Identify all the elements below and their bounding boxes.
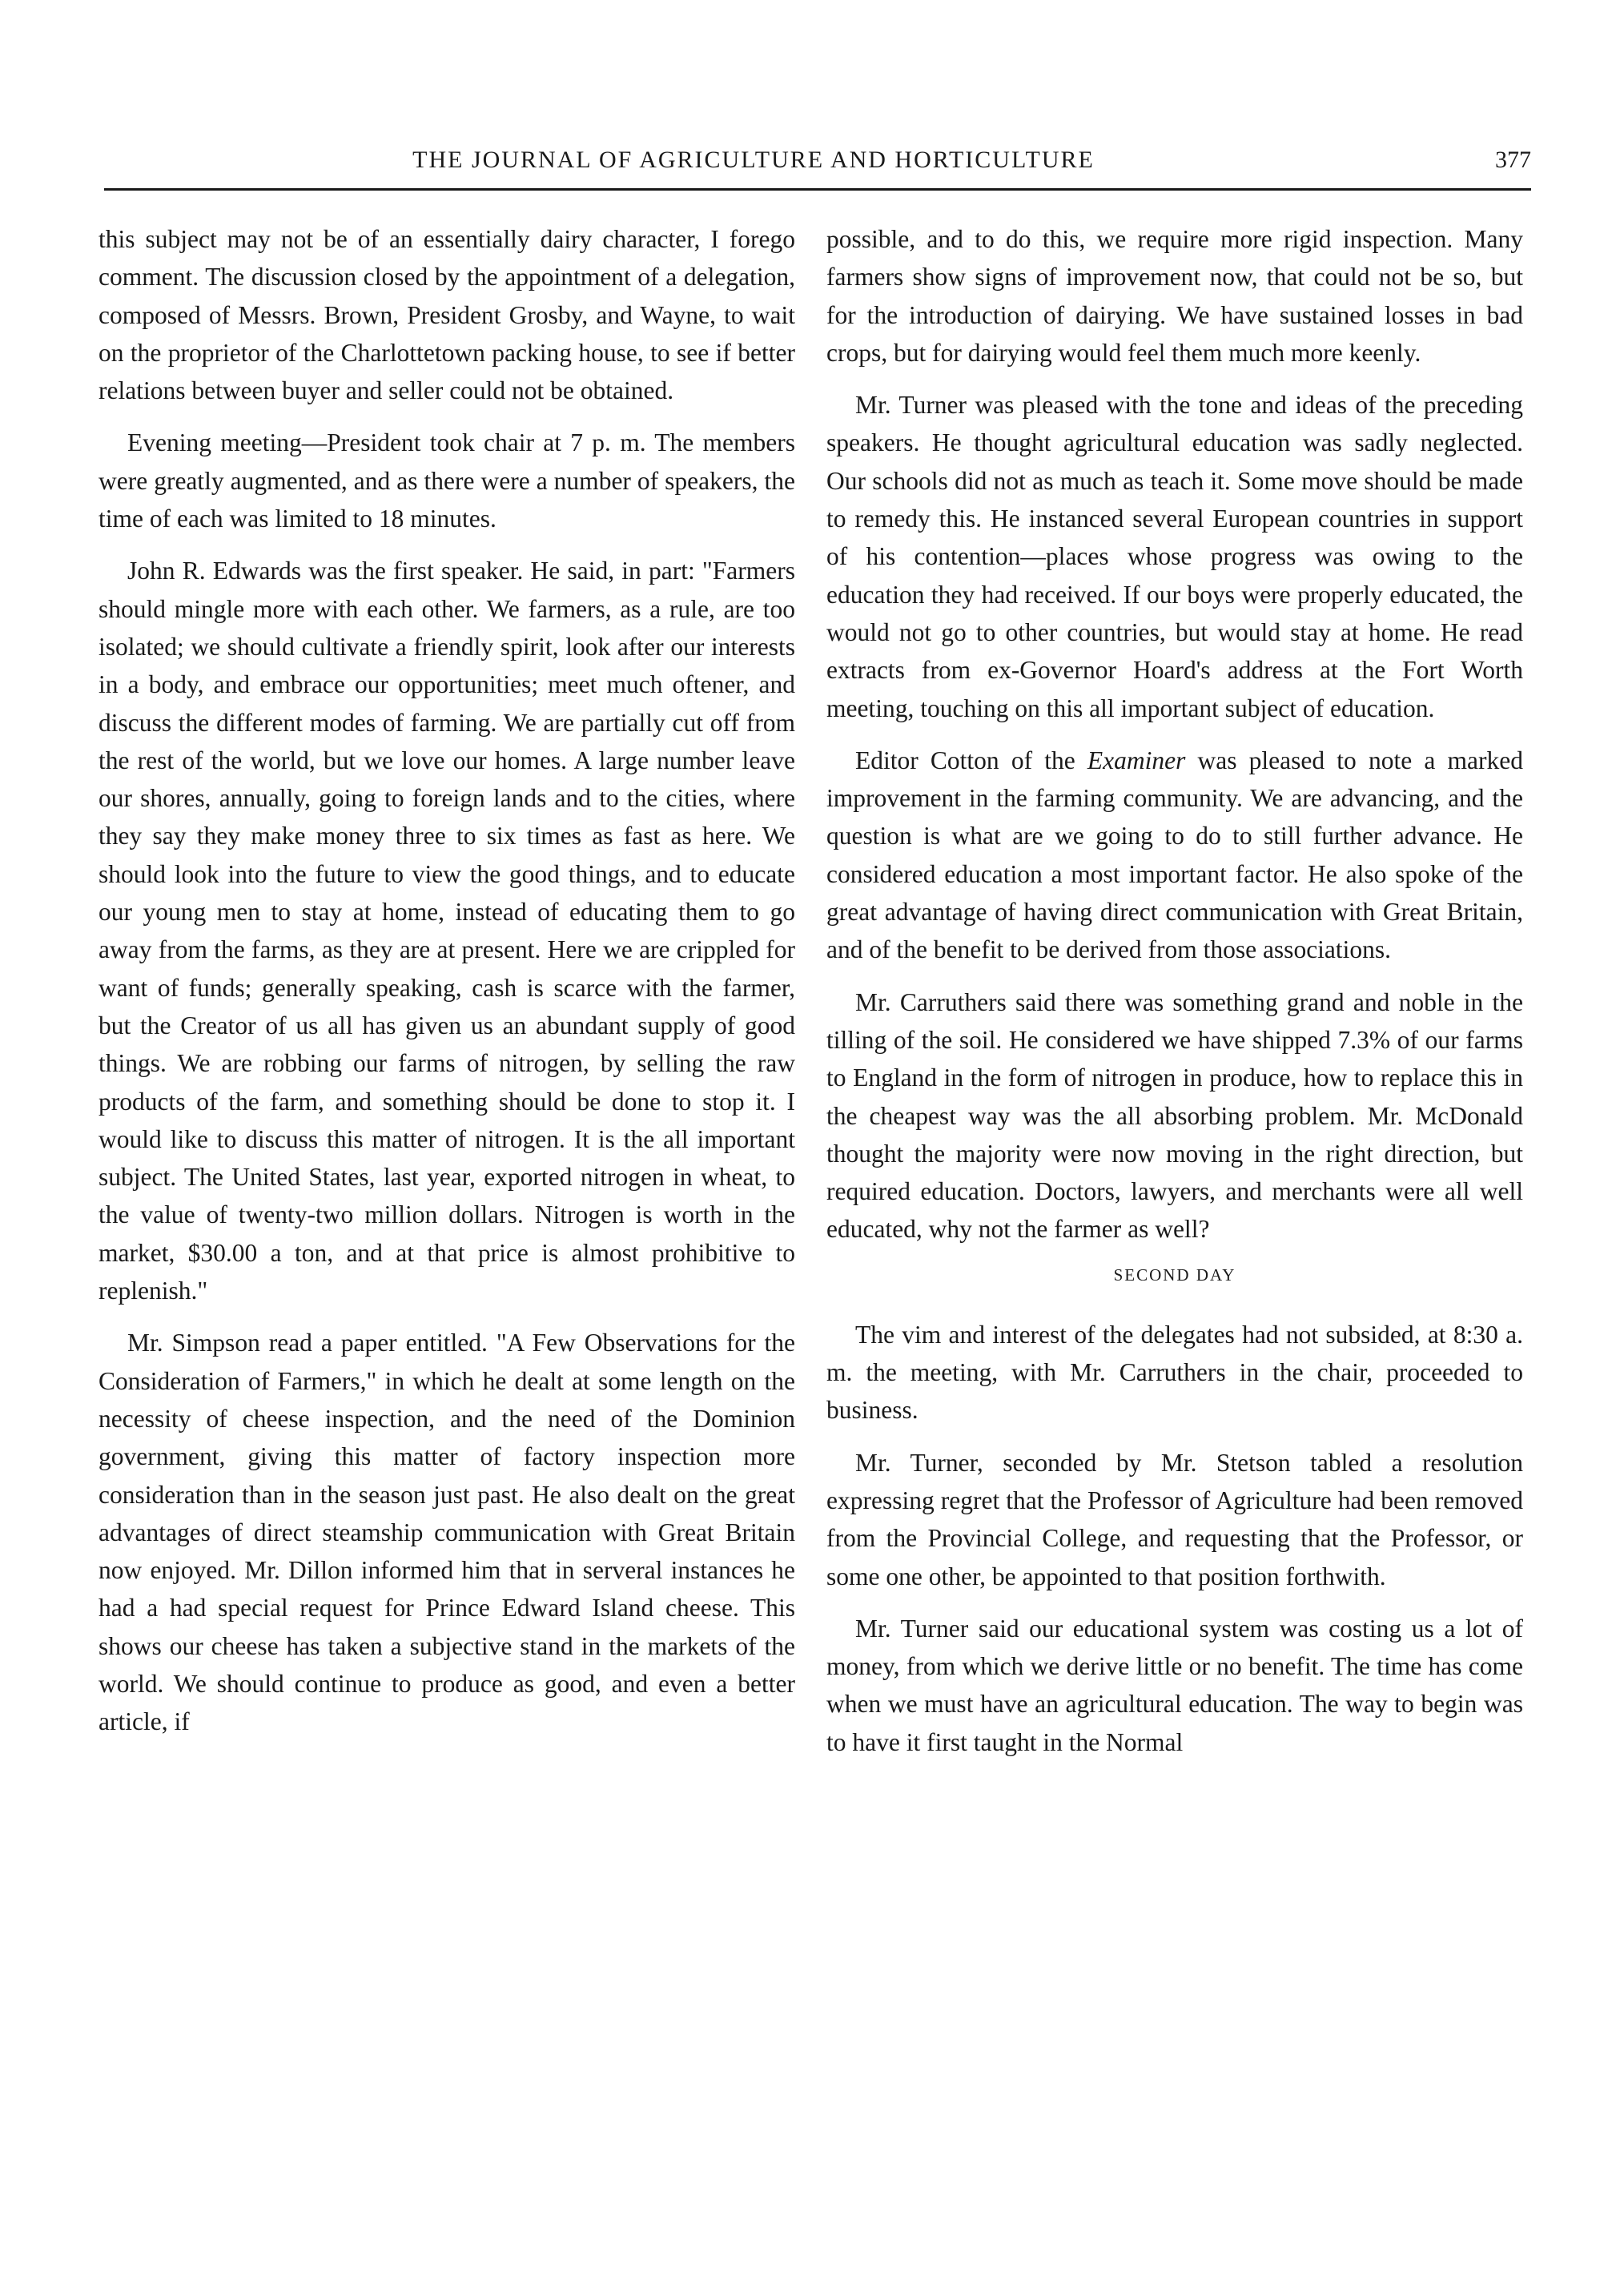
newspaper-title: Examiner: [1087, 746, 1186, 774]
paragraph: Mr. Turner said our educational system was costing us a lot of money, from which we derive little or no benefit. The time has come when we must have an agricultural education. The way to begin was to have it first taught in the Normal: [826, 1614, 1523, 1756]
paragraph-text: Editor Cotton of the: [855, 746, 1087, 774]
paragraph: John R. Edwards was the first speaker. He said, in part: "Farmers should mingle more with each other. We farmers, as a rule, are too isolated; we should cultivate a friendly spirit, look after our interests in a body, and embrace our opportunities; meet much oftener, and discuss the different modes of farming. We are partially cut off from the rest of the world, but we love our homes. A large number leave our shores, annually, going to foreign lands and to the cities, where they say they make money three to six times as fast as here. We should look into the future to view the good things, and to educate our young men to stay at home, instead of educating them to go away from the farms, as they are at present. Here we are crippled for want of funds; generally speaking, cash is scarce with the farmer, but the Creator of us all has given us an abundant supply of good things. We are robbing our farms of nitrogen, by selling the raw products of the farm, and something should be done to stop it. I would like to discuss this matter of nitrogen. It is the all important subject. The United States, last year, exported nitrogen in wheat, to the value of twenty-two million dollars. Nitrogen is worth in the market, $30.00 a ton, and at that price is almost prohibitive to replenish.": [98, 557, 795, 1305]
section-heading: SECOND DAY: [1113, 1265, 1236, 1285]
paragraph: Mr. Turner, seconded by Mr. Stetson tabled a resolution expressing regret that the Professor of Agriculture had been removed from the Provincial College, and requesting that the Professor, or some one other, be appointed to that position forthwith.: [826, 1448, 1523, 1590]
right-column: [826, 220, 1523, 1775]
paragraph: Mr. Turner was pleased with the tone and ideas of the preceding speakers. He thought agricultural education was sadly neglected. Our schools did not as much as teach it. Some move should be made to remedy this. He instanced several European countries in support of his contention—places whose progress was owing to the education they had received. If our boys were properly educated, the would not go to other countries, but would stay at home. He read extracts from ex-Governor Hoard's address at the Fort Worth meeting, touching on this all important subject of education.: [826, 391, 1523, 722]
paragraph: [826, 742, 1523, 969]
header-rule: [104, 188, 1531, 191]
paragraph: this subject may not be of an essentially dairy character, I forego comment. The discussion closed by the appointment of a delegation, composed of Messrs. Brown, President Grosby, and Wayne, to wait on the proprietor of the Charlottetown packing house, to see if better relations between buyer and seller could not be obtained.: [98, 225, 795, 405]
paragraph: Evening meeting—President took chair at 7 p. m. The members were greatly augmented, and as there were a number of speakers, the time of each was limited to 18 minutes.: [98, 428, 795, 533]
paragraph: Mr. Carruthers said there was something grand and noble in the tilling of the soil. He considered we have shipped 7.3% of our farms to England in the form of nitrogen in produce, how to replace this in the cheapest way was the all absorbing problem. Mr. McDonald thought the majority were now moving in the right direction, but required education. Doctors, lawyers, and merchants were all well educated, why not the farmer as well?: [826, 987, 1523, 1244]
page-header: [104, 147, 1531, 179]
paragraph-text: was pleased to note a marked improvement in the farming community. We are advancing, and the question is what are we going to do to still further advance. He considered education a most important factor. He also spoke of the great advantage of having direct communication with Great Britain, and of the benefit to be derived from those associations.: [826, 746, 1523, 964]
paragraph: The vim and interest of the delegates had not subsided, at 8:30 a. m. the meeting, with Mr. Carruthers in the chair, proceeded to business.: [826, 1320, 1523, 1425]
running-title: THE JOURNAL OF AGRICULTURE AND HORTICULTURE: [412, 147, 1095, 173]
paragraph: possible, and to do this, we require more rigid inspection. Many farmers show signs of improvement now, that could not be so, but for the introduction of dairying. We have sustained losses in bad crops, but for dairying would feel them much more keenly.: [826, 225, 1523, 367]
page-number: 377: [1495, 147, 1531, 173]
paragraph: Mr. Simpson read a paper entitled. "A Few Observations for the Consideration of Farmers," in which he dealt at some length on the necessity of cheese inspection, and the need of the Dominion government, giving this matter of factory inspection more consideration than in the season just past. He also dealt on the great advantages of direct steamship communication with Great Britain now enjoyed. Mr. Dillon informed him that in serveral instances he had a had special request for Prince Edward Island cheese. This shows our cheese has taken a subjective stand in the markets of the world. We should continue to produce as good, and even a better article, if: [98, 1329, 795, 1736]
left-column: [98, 220, 795, 1755]
